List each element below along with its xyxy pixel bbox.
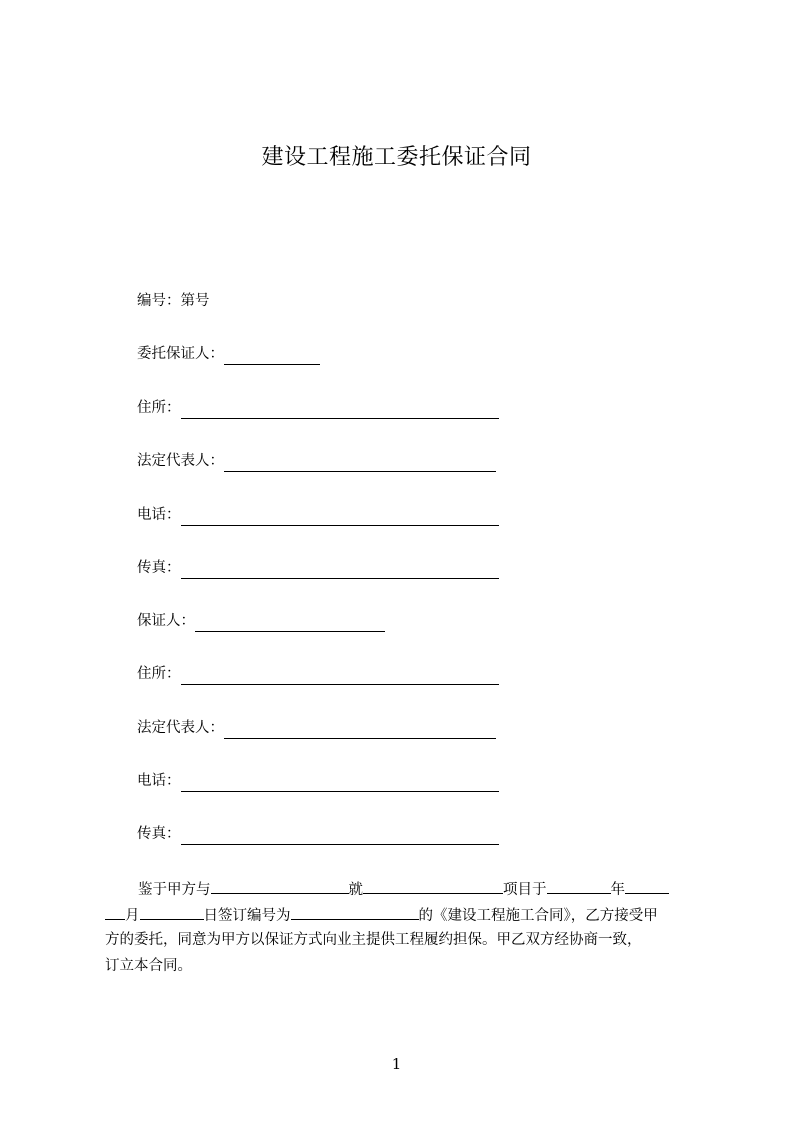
recital-text-3: 项目于 bbox=[503, 882, 547, 898]
guarantor-label: 保证人： bbox=[137, 613, 195, 629]
recital-text-6: 日签订编号为 bbox=[203, 908, 291, 924]
phone-2-label: 电话： bbox=[137, 773, 181, 789]
guarantor-field bbox=[137, 610, 385, 632]
phone-2-blank[interactable] bbox=[181, 773, 499, 792]
year-blank[interactable] bbox=[547, 875, 611, 894]
recital-text-5: 月 bbox=[125, 908, 140, 924]
guarantor-blank[interactable] bbox=[195, 613, 385, 632]
fax-1-field bbox=[137, 557, 499, 579]
month-blank-start[interactable] bbox=[625, 875, 669, 894]
legal-rep-1-blank[interactable] bbox=[224, 453, 496, 472]
legal-rep-2-blank[interactable] bbox=[224, 720, 496, 739]
legal-rep-2-field bbox=[137, 717, 496, 739]
contract-number-blank[interactable] bbox=[291, 901, 419, 920]
entrusting-guarantor-field bbox=[137, 343, 320, 365]
fax-2-field bbox=[137, 823, 499, 845]
address-2-blank[interactable] bbox=[181, 666, 499, 685]
address-1-field bbox=[137, 397, 499, 419]
recital-line-2 bbox=[105, 901, 658, 929]
contract-number-field bbox=[137, 290, 210, 312]
phone-1-label: 电话： bbox=[137, 507, 181, 523]
address-1-blank[interactable] bbox=[181, 400, 499, 419]
entrusting-guarantor-label: 委托保证人： bbox=[137, 346, 224, 362]
recital-text-1: 鉴于甲方与 bbox=[138, 882, 211, 898]
month-blank-end[interactable] bbox=[105, 901, 125, 920]
entrusting-guarantor-blank[interactable] bbox=[224, 346, 320, 365]
day-blank[interactable] bbox=[140, 901, 204, 920]
legal-rep-1-label: 法定代表人： bbox=[137, 453, 224, 469]
fax-1-blank[interactable] bbox=[181, 560, 499, 579]
address-2-label: 住所： bbox=[137, 666, 181, 682]
project-name-blank[interactable] bbox=[363, 875, 503, 894]
recital-line-3: 方的委托，同意为甲方以保证方式向业主提供工程履约担保。甲乙双方经协商一致， bbox=[105, 932, 642, 948]
fax-2-blank[interactable] bbox=[181, 826, 499, 845]
legal-rep-1-field bbox=[137, 450, 496, 472]
legal-rep-2-label: 法定代表人： bbox=[137, 720, 224, 736]
phone-1-blank[interactable] bbox=[181, 507, 499, 526]
address-1-label: 住所： bbox=[137, 400, 181, 416]
address-2-field bbox=[137, 663, 499, 685]
fax-1-label: 传真： bbox=[137, 560, 181, 576]
recital-text-4: 年 bbox=[610, 882, 625, 898]
page-number: 1 bbox=[391, 1055, 402, 1073]
recital-paragraph bbox=[105, 875, 705, 985]
recital-text-7: 的《建设工程施工合同》，乙方接受甲 bbox=[418, 908, 658, 924]
party-a-counterparty-blank[interactable] bbox=[211, 875, 349, 894]
recital-line-1 bbox=[138, 875, 669, 903]
document-title: 建设工程施工委托保证合同 bbox=[261, 145, 532, 170]
phone-1-field bbox=[137, 504, 499, 526]
contract-number-label: 编号：第号 bbox=[137, 293, 210, 309]
phone-2-field bbox=[137, 770, 499, 792]
recital-text-2: 就 bbox=[348, 882, 363, 898]
recital-line-4: 订立本合同。 bbox=[105, 958, 192, 974]
fax-2-label: 传真： bbox=[137, 826, 181, 842]
